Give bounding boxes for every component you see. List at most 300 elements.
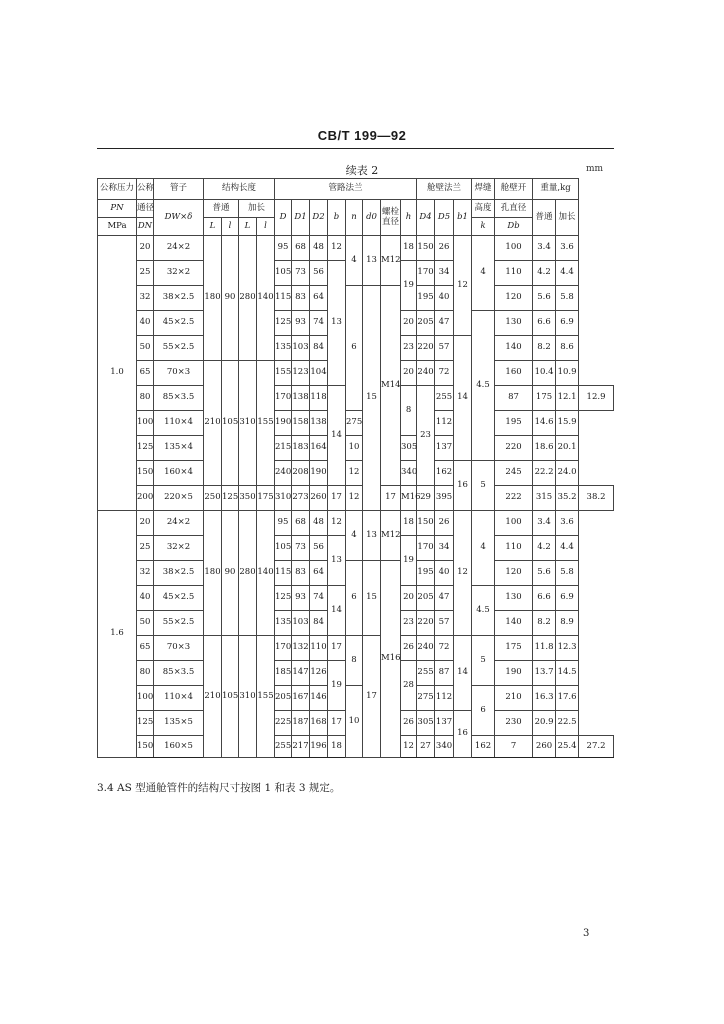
cell-pipe: 135×4 xyxy=(154,436,204,461)
cell-Db: 130 xyxy=(495,586,533,611)
col-pipe-flange: 管路法兰 xyxy=(275,179,417,200)
cell-D2: 84 xyxy=(310,611,328,636)
cell-w-normal: 35.2 xyxy=(556,486,579,511)
cell-Db: 110 xyxy=(495,536,533,561)
cell-l: 105 xyxy=(222,361,239,486)
standard-code: CB/T 199—92 xyxy=(317,128,407,143)
cell-pipe: 70×3 xyxy=(154,361,204,386)
cell-b: 14 xyxy=(328,586,346,636)
cell-w-normal: 3.4 xyxy=(533,511,556,536)
cell-D4: 150 xyxy=(417,511,435,536)
cell-k: 4.5 xyxy=(472,586,495,636)
cell-D2: 110 xyxy=(310,636,328,661)
cell-Db: 160 xyxy=(495,361,533,386)
cell-n: 8 xyxy=(346,636,363,686)
cell-l-ext: 175 xyxy=(257,486,275,511)
cell-Db: 175 xyxy=(533,386,556,411)
cell-dn: 200 xyxy=(137,486,154,511)
cell-h: 19 xyxy=(401,536,417,586)
cell-w-ext: 15.9 xyxy=(556,411,579,436)
cell-D: 105 xyxy=(275,536,292,561)
cell-d0: 15 xyxy=(363,561,381,636)
cell-pipe: 45×2.5 xyxy=(154,311,204,336)
col-L-ext: L xyxy=(239,218,257,236)
cell-dn: 20 xyxy=(137,236,154,261)
cell-pipe: 70×3 xyxy=(154,636,204,661)
cell-Db: 130 xyxy=(495,311,533,336)
cell-b: 12 xyxy=(328,236,346,261)
cell-w-ext: 20.1 xyxy=(556,436,579,461)
cell-D2: 64 xyxy=(310,561,328,586)
cell-dn: 40 xyxy=(137,586,154,611)
cell-w-normal: 6.6 xyxy=(533,311,556,336)
col-d0: d0 xyxy=(363,200,381,236)
table-unit: mm xyxy=(586,164,604,174)
cell-D4: 170 xyxy=(417,536,435,561)
cell-pipe: 24×2 xyxy=(154,236,204,261)
cell-D1: 138 xyxy=(292,386,310,411)
cell-D1: 132 xyxy=(292,636,310,661)
cell-Db: 110 xyxy=(495,261,533,286)
cell-D: 310 xyxy=(275,486,292,511)
cell-b1: 12 xyxy=(454,236,472,336)
cell-w-ext: 17.6 xyxy=(556,686,579,711)
cell-d0: 13 xyxy=(363,511,381,561)
cell-L: 180 xyxy=(204,511,222,636)
cell-Db: 195 xyxy=(495,411,533,436)
cell-w-ext: 38.2 xyxy=(579,486,614,511)
cell-k: 5 xyxy=(472,461,495,511)
col-D: D xyxy=(275,200,292,236)
table-row xyxy=(98,561,614,586)
cell-D4: 170 xyxy=(417,261,435,286)
col-D5: D5 xyxy=(435,200,454,236)
col-b1: b1 xyxy=(454,200,472,236)
cell-Db: 100 xyxy=(495,236,533,261)
cell-n: 12 xyxy=(346,486,363,511)
cell-D2: 74 xyxy=(310,311,328,336)
cell-n: 4 xyxy=(346,511,363,561)
cell-D2: 48 xyxy=(310,511,328,536)
cell-pipe: 38×2.5 xyxy=(154,561,204,586)
cell-D1: 208 xyxy=(292,461,310,486)
cell-D4: 205 xyxy=(417,586,435,611)
cell-l-ext: 155 xyxy=(257,361,275,486)
cell-h: 28 xyxy=(401,661,417,711)
cell-D: 115 xyxy=(275,561,292,586)
cell-D: 135 xyxy=(275,336,292,361)
col-len-normal: 普通 xyxy=(204,200,239,218)
col-h: h xyxy=(401,200,417,236)
cell-h: 23 xyxy=(401,611,417,636)
cell-D5: 40 xyxy=(435,286,454,311)
col-l-normal: l xyxy=(222,218,239,236)
col-pn-sym: PN xyxy=(98,200,137,218)
cell-D2: 126 xyxy=(310,661,328,686)
cell-D1: 93 xyxy=(292,586,310,611)
cell-h: 19 xyxy=(401,261,417,311)
cell-w-normal: 11.8 xyxy=(533,636,556,661)
col-L-normal: L xyxy=(204,218,222,236)
col-hole-sub: 孔直径 xyxy=(495,200,533,218)
cell-pipe: 220×5 xyxy=(154,486,204,511)
cell-D2: 56 xyxy=(310,536,328,561)
cell-D1: 103 xyxy=(292,336,310,361)
cell-D5: 40 xyxy=(435,561,454,586)
cell-D1: 83 xyxy=(292,286,310,311)
cell-D5: 162 xyxy=(435,461,454,486)
cell-D: 170 xyxy=(275,386,292,411)
col-dn-sym: DN xyxy=(137,218,154,236)
cell-Db: 260 xyxy=(533,736,556,758)
cell-D1: 73 xyxy=(292,261,310,286)
cell-dn: 80 xyxy=(137,661,154,686)
cell-w-ext: 4.4 xyxy=(556,536,579,561)
cell-dn: 100 xyxy=(137,411,154,436)
cell-D2: 260 xyxy=(310,486,328,511)
cell-D5: 47 xyxy=(435,586,454,611)
cell-D: 170 xyxy=(275,636,292,661)
cell-dn: 125 xyxy=(137,711,154,736)
col-hole-sym: Db xyxy=(495,218,533,236)
cell-L-ext: 310 xyxy=(239,636,257,758)
cell-w-normal: 25.4 xyxy=(556,736,579,758)
cell-D: 240 xyxy=(275,461,292,486)
cell-D2: 146 xyxy=(310,686,328,711)
cell-l-ext: 140 xyxy=(257,511,275,636)
cell-h: 20 xyxy=(401,586,417,611)
cell-w-normal: 12.1 xyxy=(556,386,579,411)
cell-w-normal: 16.3 xyxy=(533,686,556,711)
cell-Db: 190 xyxy=(495,661,533,686)
cell-Db: 140 xyxy=(495,611,533,636)
cell-k: 4 xyxy=(472,511,495,586)
cell-D5: 57 xyxy=(435,611,454,636)
col-dn-title: 公称 xyxy=(137,179,154,200)
cell-b1: 14 xyxy=(454,636,472,711)
cell-dn: 32 xyxy=(137,286,154,311)
cell-Db: 315 xyxy=(533,486,556,511)
cell-pipe: 38×2.5 xyxy=(154,286,204,311)
cell-D: 155 xyxy=(275,361,292,386)
cell-w-ext: 4.4 xyxy=(556,261,579,286)
cell-b: 17 xyxy=(328,711,346,736)
cell-dn: 50 xyxy=(137,611,154,636)
cell-D1: 147 xyxy=(292,661,310,686)
header-rule xyxy=(97,148,614,149)
cell-b1: 16 xyxy=(454,711,472,758)
cell-D1: 93 xyxy=(292,311,310,336)
table-row xyxy=(98,436,614,461)
cell-dn: 150 xyxy=(137,736,154,758)
cell-D5: 87 xyxy=(435,661,454,686)
cell-d0: 13 xyxy=(363,236,381,286)
cell-w-ext: 3.6 xyxy=(556,236,579,261)
cell-w-normal: 14.6 xyxy=(533,411,556,436)
cell-D: 185 xyxy=(275,661,292,686)
col-bulkhead-flange: 舱壁法兰 xyxy=(417,179,472,200)
cell-D5: 162 xyxy=(472,736,495,758)
cell-w-ext: 6.9 xyxy=(556,586,579,611)
col-weld-sym: k xyxy=(472,218,495,236)
cell-w-normal: 4.2 xyxy=(533,261,556,286)
cell-D1: 167 xyxy=(292,686,310,711)
cell-b1: 12 xyxy=(454,511,472,636)
col-dn-sub: 通径 xyxy=(137,200,154,218)
cell-l: 105 xyxy=(222,636,239,758)
cell-L: 210 xyxy=(204,636,222,758)
cell-dn: 32 xyxy=(137,561,154,586)
col-D2: D2 xyxy=(310,200,328,236)
cell-D5: 137 xyxy=(435,711,454,736)
cell-h: 23 xyxy=(417,386,435,486)
cell-b1: 14 xyxy=(454,336,472,461)
cell-D4: 275 xyxy=(346,411,363,436)
cell-D4: 340 xyxy=(401,461,417,486)
cell-L: 210 xyxy=(204,361,222,486)
cell-bolt: M16 xyxy=(401,486,417,511)
cell-pipe: 110×4 xyxy=(154,686,204,711)
cell-pipe: 110×4 xyxy=(154,411,204,436)
cell-D: 105 xyxy=(275,261,292,286)
col-b: b xyxy=(328,200,346,236)
cell-bolt: M12 xyxy=(381,236,401,286)
col-bolt xyxy=(381,200,401,236)
cell-k: 6 xyxy=(472,686,495,736)
col-struct-len: 结构长度 xyxy=(204,179,275,200)
cell-D1: 73 xyxy=(292,536,310,561)
cell-k: 4.5 xyxy=(472,311,495,461)
cell-L-ext: 280 xyxy=(239,236,257,361)
cell-k: 7 xyxy=(495,736,533,758)
cell-w-ext: 6.9 xyxy=(556,311,579,336)
cell-D4: 305 xyxy=(401,436,417,461)
cell-w-ext: 14.5 xyxy=(556,661,579,686)
cell-D: 135 xyxy=(275,611,292,636)
cell-Db: 120 xyxy=(495,561,533,586)
cell-Db: 140 xyxy=(495,336,533,361)
cell-D: 190 xyxy=(275,411,292,436)
col-pipe-sym: DW×δ xyxy=(154,200,204,236)
cell-D4: 305 xyxy=(417,711,435,736)
cell-w-ext: 10.9 xyxy=(556,361,579,386)
cell-w-ext: 8.9 xyxy=(556,611,579,636)
col-bolt-l1: 螺栓 xyxy=(382,207,400,218)
cell-D2: 84 xyxy=(310,336,328,361)
table-row xyxy=(98,486,614,511)
cell-D4: 255 xyxy=(435,386,454,411)
cell-w-normal: 22.2 xyxy=(533,461,556,486)
cell-bolt: M12 xyxy=(381,511,401,561)
table-row xyxy=(98,461,614,486)
cell-D2: 190 xyxy=(310,461,328,486)
cell-D5: 34 xyxy=(435,536,454,561)
cell-pipe: 45×2.5 xyxy=(154,586,204,611)
cell-pipe: 160×5 xyxy=(154,736,204,758)
cell-h: 23 xyxy=(401,336,417,361)
cell-h: 20 xyxy=(401,361,417,386)
cell-pipe: 55×2.5 xyxy=(154,336,204,361)
cell-D4: 275 xyxy=(417,686,435,711)
cell-l: 90 xyxy=(222,236,239,361)
header-row-1 xyxy=(98,179,614,200)
cell-dn: 25 xyxy=(137,261,154,286)
cell-D: 125 xyxy=(275,586,292,611)
cell-w-normal: 4.2 xyxy=(533,536,556,561)
cell-w-normal: 13.7 xyxy=(533,661,556,686)
cell-D: 115 xyxy=(275,286,292,311)
cell-D5: 87 xyxy=(495,386,533,411)
cell-pipe: 135×5 xyxy=(154,711,204,736)
cell-D2: 168 xyxy=(310,711,328,736)
cell-D2: 118 xyxy=(310,386,328,411)
col-w-normal: 普通 xyxy=(533,200,556,236)
cell-D: 205 xyxy=(275,686,292,711)
cell-D1: 217 xyxy=(292,736,310,758)
cell-D1: 187 xyxy=(292,711,310,736)
cell-D5: 137 xyxy=(435,436,454,461)
cell-b: 17 xyxy=(328,636,346,661)
cell-Db: 100 xyxy=(495,511,533,536)
table-title: 续表 2 xyxy=(345,164,379,177)
cell-L-ext: 280 xyxy=(239,511,257,636)
cell-Db: 175 xyxy=(495,636,533,661)
cell-dn: 80 xyxy=(137,386,154,411)
cell-D1: 103 xyxy=(292,611,310,636)
cell-D4: 240 xyxy=(417,361,435,386)
cell-D1: 83 xyxy=(292,561,310,586)
cell-D2: 164 xyxy=(310,436,328,461)
cell-D5: 47 xyxy=(435,311,454,336)
col-bolt-l2: 直径 xyxy=(382,216,400,227)
cell-pipe: 160×4 xyxy=(154,461,204,486)
cell-D4: 195 xyxy=(417,561,435,586)
cell-b: 18 xyxy=(328,736,346,758)
cell-d0: 17 xyxy=(363,636,381,758)
cell-b: 12 xyxy=(328,511,346,536)
cell-w-normal: 8.2 xyxy=(533,611,556,636)
cell-w-ext: 8.6 xyxy=(556,336,579,361)
col-n: n xyxy=(346,200,363,236)
cell-b: 19 xyxy=(328,661,346,711)
cell-pipe: 85×3.5 xyxy=(154,661,204,686)
col-hole-title: 舱壁开 xyxy=(495,179,533,200)
cell-h: 20 xyxy=(401,311,417,336)
cell-n: 12 xyxy=(346,461,363,486)
cell-w-ext: 5.8 xyxy=(556,561,579,586)
col-D4: D4 xyxy=(417,200,435,236)
cell-D5: 57 xyxy=(435,336,454,361)
cell-d0: 15 xyxy=(363,286,381,511)
cell-D5: 72 xyxy=(435,636,454,661)
cell-Db: 230 xyxy=(495,711,533,736)
cell-D4: 395 xyxy=(435,486,454,511)
clause-3-4: 3.4 AS 型通舱管件的结构尺寸按图 1 和表 3 规定。 xyxy=(97,782,341,794)
cell-D5: 26 xyxy=(435,511,454,536)
cell-h: 18 xyxy=(401,511,417,536)
col-w-ext: 加长 xyxy=(556,200,579,236)
cell-dn: 40 xyxy=(137,311,154,336)
cell-n: 6 xyxy=(346,561,363,636)
cell-bolt: M14 xyxy=(381,286,401,486)
cell-D: 95 xyxy=(275,511,292,536)
cell-Db: 220 xyxy=(495,436,533,461)
cell-D4: 340 xyxy=(435,736,454,758)
cell-D1: 68 xyxy=(292,236,310,261)
cell-l: 125 xyxy=(222,486,239,511)
cell-w-normal: 18.6 xyxy=(533,436,556,461)
cell-D: 95 xyxy=(275,236,292,261)
cell-w-normal: 10.4 xyxy=(533,361,556,386)
col-weld-title: 焊缝 xyxy=(472,179,495,200)
cell-D2: 48 xyxy=(310,236,328,261)
col-pipe-title: 管子 xyxy=(154,179,204,200)
cell-n: 10 xyxy=(346,436,363,461)
cell-D5: 222 xyxy=(495,486,533,511)
cell-b: 14 xyxy=(328,386,346,486)
cell-D4: 205 xyxy=(417,311,435,336)
cell-h: 18 xyxy=(401,236,417,261)
cell-L-ext: 310 xyxy=(239,361,257,486)
cell-Db: 210 xyxy=(495,686,533,711)
cell-D2: 138 xyxy=(310,411,328,436)
table-row xyxy=(98,636,614,661)
cell-n: 4 xyxy=(346,236,363,286)
cell-w-normal: 20.9 xyxy=(533,711,556,736)
cell-dn: 20 xyxy=(137,511,154,536)
cell-pipe: 85×3.5 xyxy=(154,386,204,411)
cell-D4: 150 xyxy=(417,236,435,261)
cell-h: 26 xyxy=(401,636,417,661)
cell-L: 250 xyxy=(204,486,222,511)
cell-pipe: 55×2.5 xyxy=(154,611,204,636)
table-row xyxy=(98,236,614,261)
col-D1: D1 xyxy=(292,200,310,236)
cell-bolt: M16 xyxy=(381,561,401,758)
cell-w-normal: 3.4 xyxy=(533,236,556,261)
cell-l-ext: 140 xyxy=(257,236,275,361)
table-row xyxy=(98,686,614,711)
cell-D2: 56 xyxy=(310,261,328,286)
cell-w-normal: 5.6 xyxy=(533,286,556,311)
cell-D5: 72 xyxy=(435,361,454,386)
table-row xyxy=(98,411,614,436)
cell-l: 90 xyxy=(222,511,239,636)
cell-w-ext: 22.5 xyxy=(556,711,579,736)
pn-cell: 1.6 xyxy=(98,511,137,758)
cell-dn: 65 xyxy=(137,361,154,386)
cell-b: 17 xyxy=(328,486,346,511)
cell-w-normal: 6.6 xyxy=(533,586,556,611)
cell-D: 225 xyxy=(275,711,292,736)
cell-k: 4 xyxy=(472,236,495,311)
cell-h: 26 xyxy=(401,711,417,736)
table-row xyxy=(98,286,614,311)
cell-dn: 25 xyxy=(137,536,154,561)
cell-L-ext: 350 xyxy=(239,486,257,511)
cell-D4: 220 xyxy=(417,336,435,361)
cell-pipe: 32×2 xyxy=(154,536,204,561)
col-weight: 重量,kg xyxy=(533,179,579,200)
cell-b: 13 xyxy=(328,261,346,386)
table-row xyxy=(98,511,614,536)
cell-D1: 68 xyxy=(292,511,310,536)
page-number: 3 xyxy=(583,928,590,939)
header-row-2 xyxy=(98,200,614,218)
cell-w-normal: 5.6 xyxy=(533,561,556,586)
cell-D5: 34 xyxy=(435,261,454,286)
col-l-ext: l xyxy=(257,218,275,236)
